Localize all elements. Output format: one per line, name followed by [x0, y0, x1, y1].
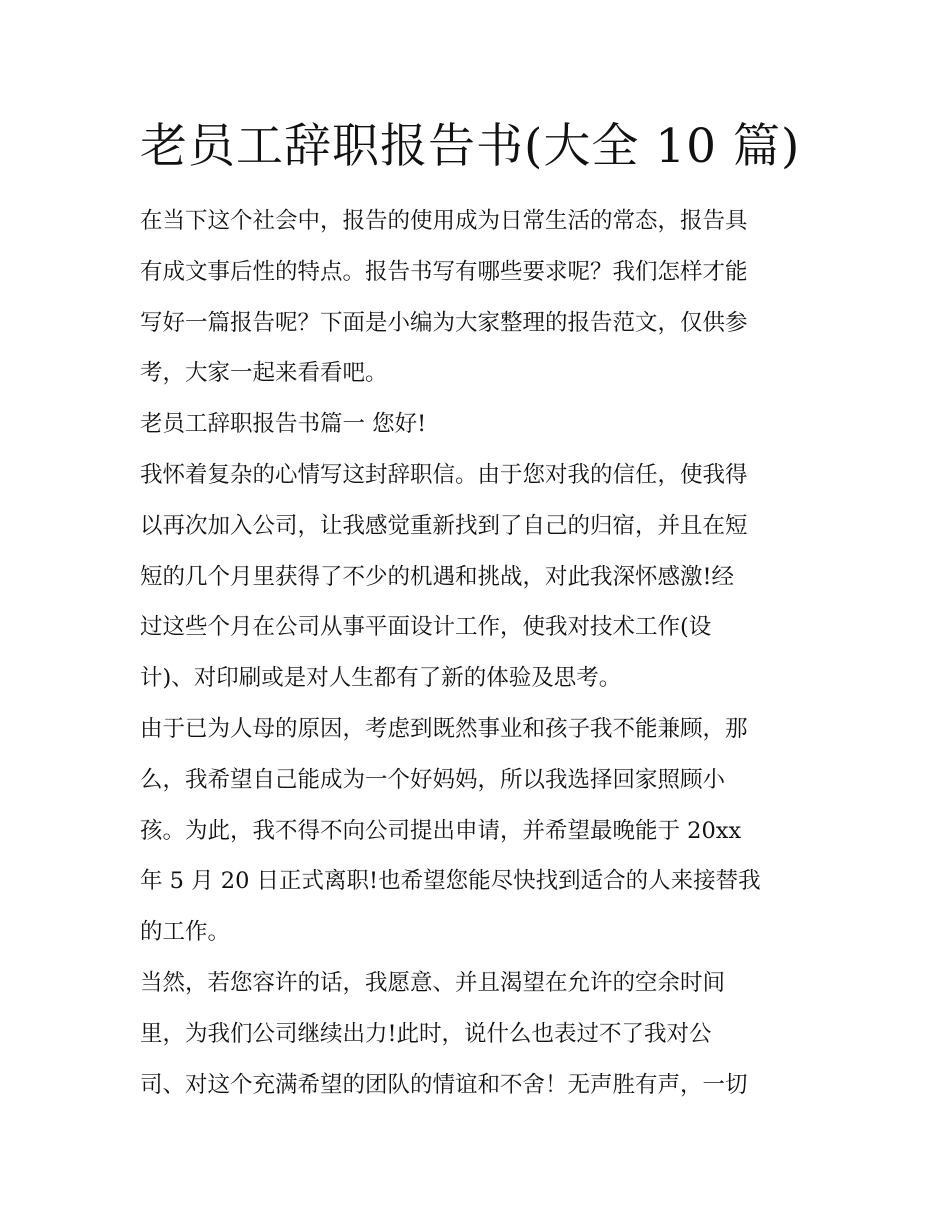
- text-line: 么，我希望自己能成为一个好妈妈，所以我选择回家照顾小: [140, 766, 726, 793]
- text-line: 司、对这个充满希望的团队的情谊和不舍！无声胜有声，一切: [140, 1071, 748, 1098]
- text-line: 考，大家一起来看看吧。: [140, 360, 388, 387]
- section-heading: [140, 399, 812, 450]
- paragraph-intro: [140, 196, 812, 399]
- paragraph-letter-1: [140, 450, 812, 704]
- text-line: 我怀着复杂的心情写这封辞职信。由于您对我的信任，使我得: [140, 461, 748, 488]
- text-line: 老员工辞职报告书篇一 您好!: [140, 411, 427, 438]
- text-line: 以再次加入公司，让我感觉重新找到了自己的归宿，并且在短: [140, 512, 748, 539]
- text-line: 年 5 月 20 日正式离职!也希望您能尽快找到适合的人来接替我: [140, 868, 761, 895]
- paragraph-letter-3: [140, 958, 812, 1110]
- text-line: 由于已为人母的原因，考虑到既然事业和孩子我不能兼顾，那: [140, 715, 748, 742]
- text-line: 短的几个月里获得了不少的机遇和挑战，对此我深怀感激!经: [140, 563, 735, 590]
- text-line: 过这些个月在公司从事平面设计工作，使我对技术工作(设: [140, 614, 712, 641]
- text-line: 孩。为此，我不得不向公司提出申请，并希望最晚能于 20xx: [140, 817, 742, 844]
- text-line: 在当下这个社会中，报告的使用成为日常生活的常态，报告具: [140, 208, 748, 234]
- text-line: 当然，若您容许的话，我愿意、并且渴望在允许的空余时间: [140, 969, 726, 996]
- paragraph-letter-2: [140, 704, 812, 958]
- text-line: 写好一篇报告呢？下面是小编为大家整理的报告范文，仅供参: [140, 309, 748, 336]
- document-title: 老员工辞职报告书(大全 10 篇): [140, 119, 801, 174]
- text-line: 里，为我们公司继续出力!此时，说什么也表过不了我对公: [140, 1020, 712, 1047]
- document-body: [140, 196, 812, 1110]
- text-line: 有成文事后性的特点。报告书写有哪些要求呢？我们怎样才能: [140, 258, 748, 285]
- text-line: 计)、对印刷或是对人生都有了新的体验及思考。: [140, 665, 622, 692]
- text-line: 的工作。: [140, 919, 231, 946]
